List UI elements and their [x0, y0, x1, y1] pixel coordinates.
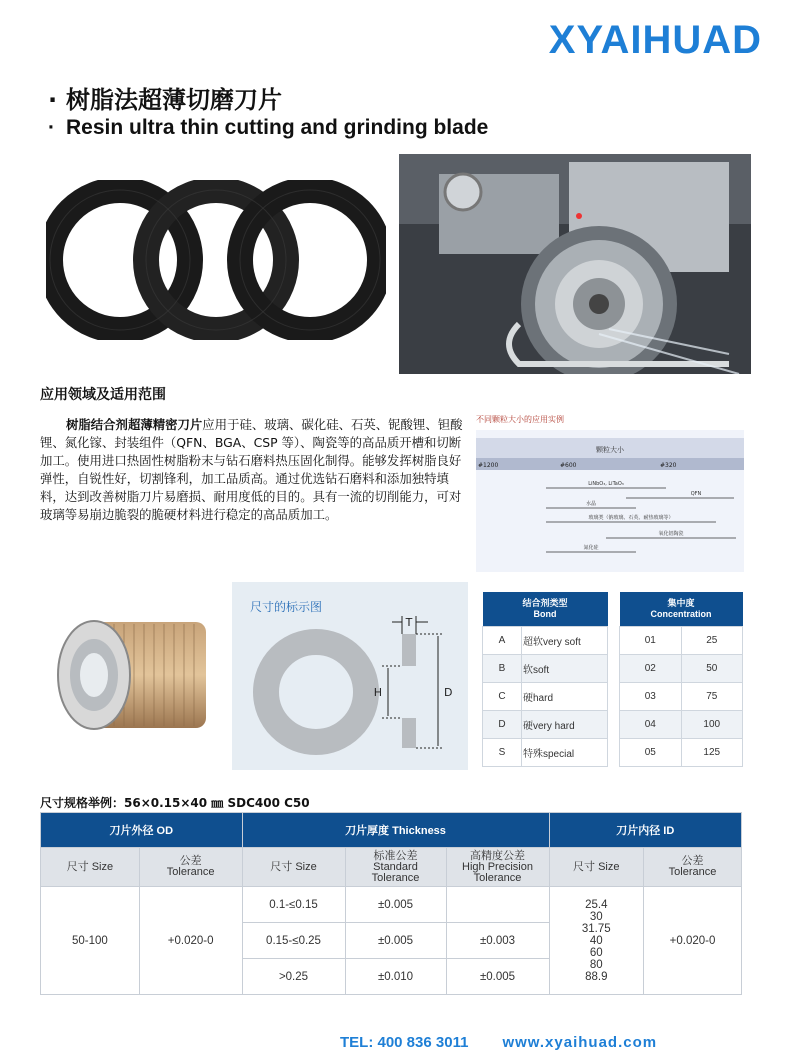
col-id-size: 尺寸 Size	[549, 848, 644, 887]
cutting-machine-photo	[399, 154, 751, 374]
footer-url[interactable]: www.xyaihuad.com	[502, 1034, 658, 1051]
grit-label: #320	[660, 462, 677, 469]
grit-bar-label: 水晶	[585, 501, 597, 507]
grit-bar-label: 玻璃类（钠玻璃、石英、耐热玻璃等）	[588, 515, 674, 521]
grit-label: #1200	[478, 462, 499, 469]
section-heading: 应用领域及适用范围	[40, 387, 166, 403]
bullet: ·	[48, 86, 58, 114]
grit-bar-label: LiNbO₃, LiTaO₃	[588, 481, 624, 487]
bullet: ·	[48, 116, 55, 139]
grinding-wheel-photo	[44, 600, 220, 750]
col-thk-size: 尺寸 Size	[242, 848, 345, 887]
title-chinese	[48, 80, 282, 115]
dimension-diagram	[232, 582, 468, 770]
group-od: 刀片外径 OD	[41, 813, 243, 848]
concentration-table	[619, 592, 743, 767]
grit-chart-header: 颗粒大小	[596, 446, 624, 454]
footer-contact	[340, 1034, 657, 1051]
col-od-tolerance: 公差 Tolerance	[139, 848, 242, 887]
title-en-text: Resin ultra thin cutting and grinding blade	[66, 116, 489, 139]
table-row: >0.25 ±0.010 ±0.005	[41, 959, 742, 995]
table-row: 0.15-≤0.25 ±0.005 ±0.003	[41, 923, 742, 959]
table-row: B 软soft	[483, 655, 608, 683]
table-row: A 超软very soft	[483, 627, 608, 655]
table-row: 04 100	[620, 711, 743, 739]
grit-label: #600	[560, 462, 577, 469]
group-id: 刀片内径 ID	[549, 813, 742, 848]
footer-tel: TEL: 400 836 3011	[340, 1034, 469, 1051]
col-std-tolerance: 标准公差 Standard Tolerance	[345, 848, 446, 887]
grit-bar-label: QFN	[690, 491, 702, 497]
label-h: H	[373, 686, 382, 699]
table-row: 01 25	[620, 627, 743, 655]
table-row: S 特殊special	[483, 739, 608, 767]
grit-bar-label: 氧化铝陶瓷	[658, 531, 684, 537]
concentration-header: 集中度 Concentration	[620, 592, 743, 627]
table-row: 05 125	[620, 739, 743, 767]
od-tolerance: +0.020-0	[139, 887, 242, 995]
dimension-diagram-title: 尺寸的标示图	[250, 600, 323, 614]
table-row: C 硬hard	[483, 683, 608, 711]
table-row: 50-100 +0.020-0 0.1-≤0.15 ±0.005 25.4 30 31.75 40 60 80 88.9 +0.020-0	[41, 887, 742, 923]
grit-bar-label: 氮化硅	[583, 545, 599, 551]
id-sizes: 25.4 30 31.75 40 60 80 88.9	[549, 887, 644, 995]
spec-example: 尺寸规格举例：56×0.15×40 ㎜ SDC400 C50	[40, 796, 310, 810]
paragraph-text: 应用于硅、玻璃、碳化硅、石英、铌酸锂、钽酸锂、氮化镓、封装组件（QFN、BGA、CSP 等）、陶瓷等的高品质开槽和切断加工。使用进口热固性树脂粉末与钻石磨料热压固化制得。能够发挥树脂良好弹性，自锐性好，切割锋利，加工品质高。通过优选钻石磨料和添加独特填料，达到改善树脂刀片易磨损、耐用度低的目的。具有一流的切削能力，可对玻璃等易崩边脆裂的脆硬材料进行稳定的高品质加工。	[40, 417, 463, 522]
col-hp-tolerance: 高精度公差 High Precision Tolerance	[446, 848, 549, 887]
label-t: T	[405, 616, 413, 629]
grit-chart-title: 不同颗粒大小的应用实例	[476, 415, 564, 424]
col-od-size: 尺寸 Size	[41, 848, 140, 887]
group-thickness: 刀片厚度 Thickness	[242, 813, 549, 848]
paragraph-bold: 树脂结合剂超薄精密刀片	[66, 417, 203, 432]
bond-header: 结合剂类型 Bond	[483, 592, 608, 627]
label-d: D	[444, 686, 453, 699]
bond-table	[482, 592, 608, 767]
application-paragraph	[40, 416, 468, 524]
table-row: 03 75	[620, 683, 743, 711]
od-size: 50-100	[41, 887, 140, 995]
title-english	[48, 116, 488, 140]
table-row: D 硬very hard	[483, 711, 608, 739]
grit-application-chart	[476, 430, 744, 572]
table-row: 02 50	[620, 655, 743, 683]
blade-rings-image	[46, 180, 386, 340]
brand-logo: XYAIHUAD	[548, 18, 762, 62]
col-id-tolerance: 公差 Tolerance	[644, 848, 742, 887]
id-tolerance: +0.020-0	[644, 887, 742, 995]
title-cn-text: 树脂法超薄切磨刀片	[66, 86, 282, 114]
spec-table	[40, 812, 742, 995]
